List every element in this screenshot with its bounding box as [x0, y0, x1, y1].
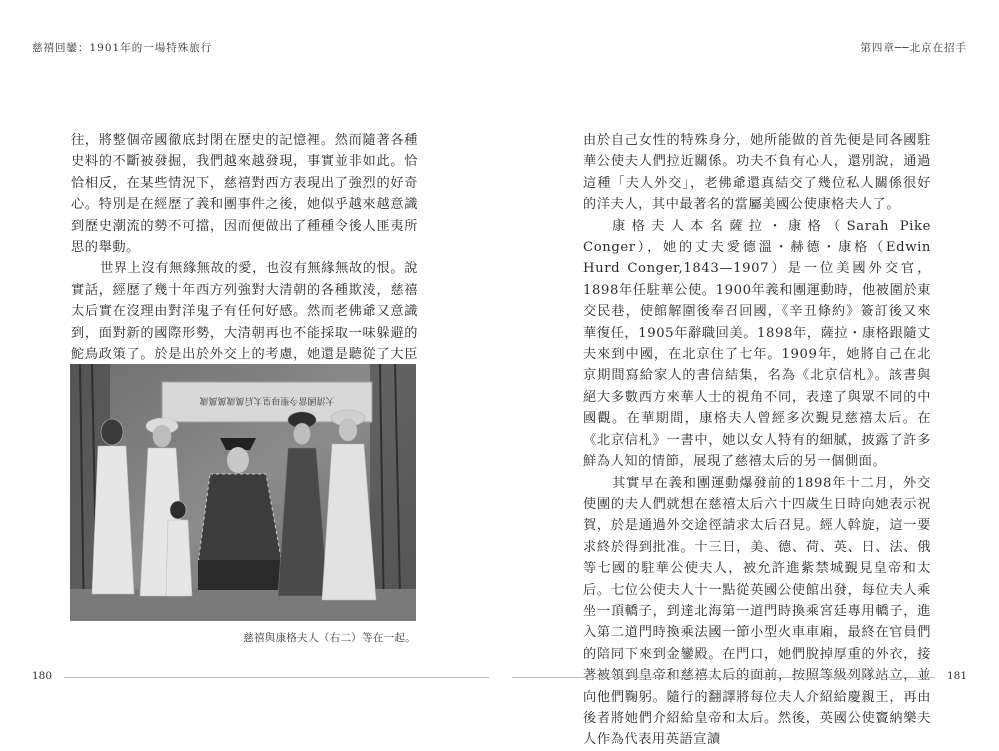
left-page-body — [71, 130, 418, 387]
right-paragraph-1: 由於自己女性的特殊身分，她所能做的首先便是同各國駐華公使夫人們拉近關係。功夫不負有心人，還別說，通過這種「夫人外交」，老佛爺還真結交了幾位私人關係很好的洋夫人，其中最著名的當屬美國公使康格夫人了。 — [583, 133, 931, 213]
right-page-body — [583, 130, 931, 751]
page-number-left: 180 — [32, 670, 53, 682]
historical-photo — [70, 364, 416, 621]
running-head-right: 第四章──北京在招手 — [860, 42, 967, 54]
footer-rule-left — [64, 677, 489, 678]
left-paragraph-2: 世界上沒有無緣無故的愛，也沒有無緣無故的恨。說實話，經歷了幾十年西方列強對大清朝的各種欺淩，慈禧太后實在沒理由對洋鬼子有任何好感。然而老佛爺又意識到，面對新的國際形勢，大清朝再也不能採取一味躲避的鮀鳥政策了。於是出於外交上的考慮，她還是聽從了大臣 — [71, 261, 418, 363]
right-paragraph-3: 其實早在義和團運動爆發前的1898年十二月，外交使團的夫人們就想在慈禧太后六十四歲生日時向她表示祝賀，於是通過外交途徑請求太后召見。經人斡旋，這一要求終於得到批准。十三日，美、德、荷、英、日、法、俄等七國的駐華公使夫人，被允許進紫禁城覲見皇帝和太后。七位公使夫人十一點從英國公使館出發，每位夫人乘坐一頂轎子，到達北海第一道門時換乘宮廷專用轎子，進入第二道門時換乘法國一節小型火車車廂，最終在官員們的陪同下來到金鑾殿。在門口，她們脫掉厚重的外衣，接著被領到皇帝和慈禧太后的面前，按照等級列隊站立，並向他們鞠躬。隨行的翻譯將每位夫人介紹給慶親王，再由後者將她們介紹給皇帝和太后。然後，英國公使竇納樂夫人作為代表用英語宣讀 — [583, 475, 931, 748]
footer-rule-right — [512, 677, 935, 678]
banner-text: 大清國當今聖母皇太后萬歲萬萬歲 — [199, 395, 335, 405]
photo-caption: 慈禧與康格夫人（右二）等在一起。 — [243, 632, 416, 644]
left-paragraph-1: 往，將整個帝國徹底封閉在歷史的記憶裡。然而隨著各種史料的不斷被發掘，我們越來越發現，事實並非如此。恰恰相反，在某些情況下，慈禧對西方表現出了強烈的好奇心。特別是在經歷了義和團事件之後，她似乎越來越意識到歷史潮流的勢不可擋，因而便做出了種種令後人匪夷所思的舉動。 — [71, 133, 418, 256]
page-number-right: 181 — [946, 670, 967, 682]
right-paragraph-2: 康格夫人本名薩拉・康格（Sarah Pike Conger），她的丈夫愛德溫・赫德・康格（Edwin Hurd Conger,1843—1907）是一位美國外交官，1898年任駐華公使。1900年義和團運動時，他被圍於東交民巷，使館解圍後奉召回國，《辛丑條約》簽訂後又來華復任，1905年辭職回美。1898年，薩拉・康格跟隨丈夫來到中國，在北京住了七年。1909年，她將自己在北京期間寫給家人的書信結集，名為《北京信札》。該書與絕大多數西方來華人士的視角不同，表達了與眾不同的中國觀。在華期間，康格夫人曾經多次覲見慈禧太后。在《北京信札》一書中，她以女人特有的細膩，披露了許多鮮為人知的情節，展現了慈禧太后的另一個側面。 — [583, 218, 931, 470]
running-head-left: 慈禧回鑾：1901年的一場特殊旅行 — [32, 42, 213, 54]
